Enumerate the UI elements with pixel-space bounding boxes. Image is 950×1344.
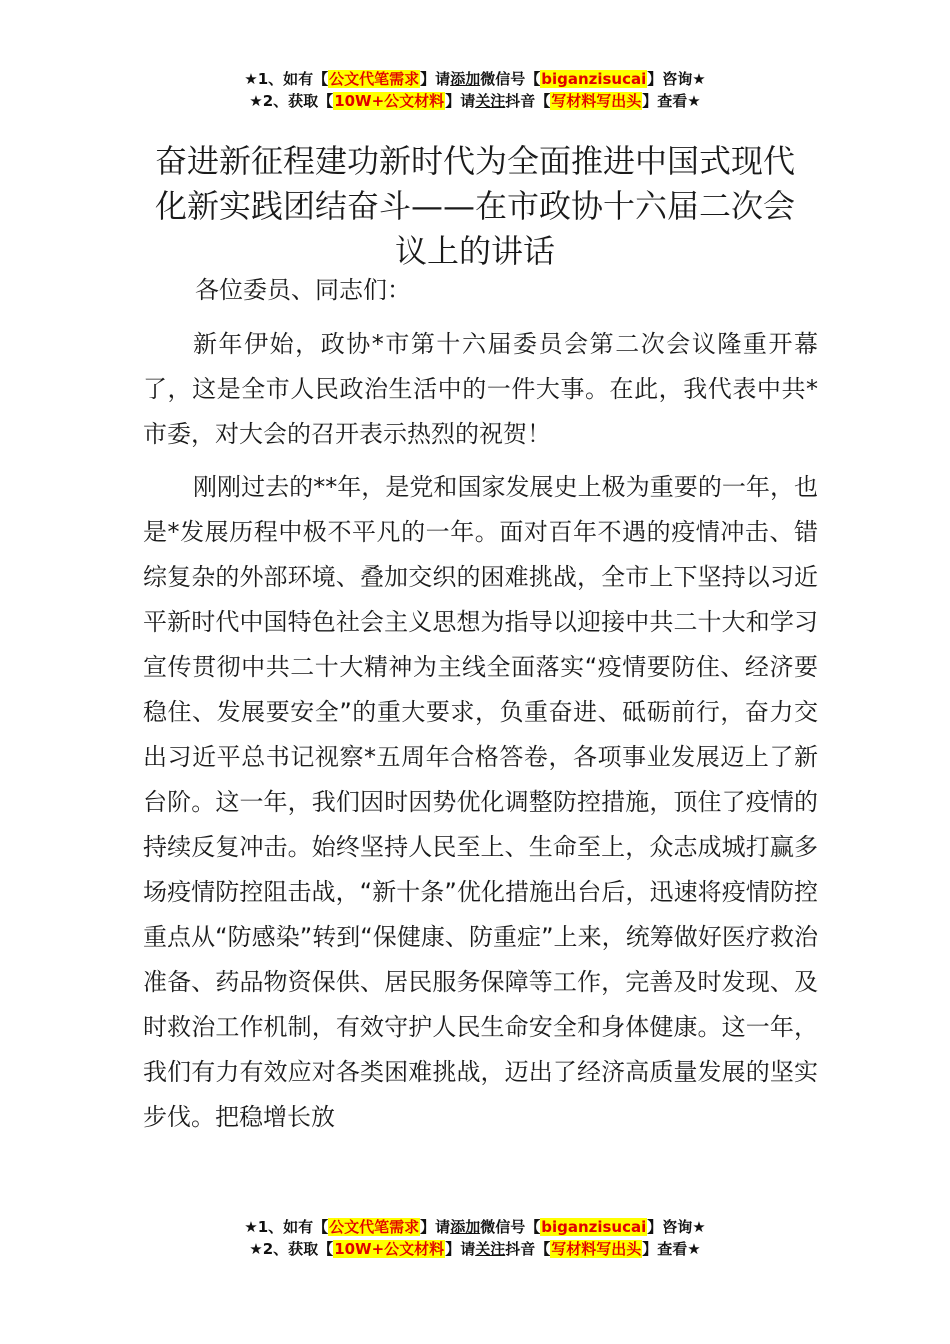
banner-text: 抖音【: [505, 92, 551, 110]
banner-line-1: [0, 1216, 950, 1238]
banner-text: ★2、获取【: [249, 92, 334, 110]
highlight-wechat-id: biganzisucai: [541, 1218, 647, 1236]
highlight-materials: 10W+公文材料: [334, 92, 445, 110]
banner-emphasis: 关注: [475, 1240, 506, 1258]
banner-emphasis: 关注: [475, 92, 506, 110]
banner-text: 】查看★: [642, 1240, 701, 1258]
highlight-service: 公文代笔需求: [329, 1218, 420, 1236]
banner-line-2: [0, 1238, 950, 1260]
banner-text: 】咨询★: [647, 1218, 706, 1236]
banner-text: 微信号【: [480, 70, 541, 88]
banner-emphasis: 添加: [450, 1218, 481, 1236]
footer-banner: [0, 1216, 950, 1260]
document-title: 奋进新征程建功新时代为全面推进中国式现代化新实践团结奋斗——在市政协十六届二次会议上的讲话: [154, 142, 795, 271]
highlight-wechat-id: biganzisucai: [541, 70, 647, 88]
banner-line-2: [0, 90, 950, 112]
banner-text: 】查看★: [642, 92, 701, 110]
highlight-douyin: 写材料写出头: [551, 92, 642, 110]
salutation: 各位委员、同志们：: [195, 276, 411, 304]
highlight-douyin: 写材料写出头: [551, 1240, 642, 1258]
paragraph-1: 新年伊始，政协*市第十六届委员会第二次会议隆重开幕了，这是全市人民政治生活中的一件大事。在此，我代表中共*市委，对大会的召开表示热烈的祝贺！: [143, 330, 818, 448]
highlight-materials: 10W+公文材料: [334, 1240, 445, 1258]
header-banner: [0, 68, 950, 112]
banner-text: 】请: [445, 92, 476, 110]
banner-text: ★1、如有【: [244, 1218, 329, 1236]
highlight-service: 公文代笔需求: [329, 70, 420, 88]
banner-text: ★1、如有【: [244, 70, 329, 88]
banner-line-1: [0, 68, 950, 90]
paragraph-2: 刚刚过去的**年，是党和国家发展史上极为重要的一年，也是*发展历程中极不平凡的一年。面对百年不遇的疫情冲击、错综复杂的外部环境、叠加交织的困难挑战，全市上下坚持以习近平新时代中国特色社会主义思想为指导以迎接中共二十大和学习宣传贯彻中共二十大精神为主线全面落实“疫情要防住、经济要稳住、发展要安全”的重大要求，负重奋进、砥砺前行，奋力交出习近平总书记视察*五周年合格答卷，各项事业发展迈上了新台阶。这一年，我们因时因势优化调整防控措施，顶住了疫情的持续反复冲击。始终坚持人民至上、生命至上，众志成城打赢多场疫情防控阻击战，“新十条”优化措施出台后，迅速将疫情防控重点从“防感染”转到“保健康、防重症”上来，统筹做好医疗救治准备、药品物资保供、居民服务保障等工作，完善及时发现、及时救治工作机制，有效守护人民生命安全和身体健康。这一年，我们有力有效应对各类困难挑战，迈出了经济高质量发展的坚实步伐。把稳增长放: [143, 473, 818, 1131]
banner-text: 】咨询★: [647, 70, 706, 88]
banner-text: 】请: [420, 1218, 451, 1236]
banner-text: ★2、获取【: [249, 1240, 334, 1258]
banner-text: 】请: [420, 70, 451, 88]
banner-text: 】请: [445, 1240, 476, 1258]
banner-text: 抖音【: [505, 1240, 551, 1258]
banner-text: 微信号【: [480, 1218, 541, 1236]
banner-emphasis: 添加: [450, 70, 481, 88]
